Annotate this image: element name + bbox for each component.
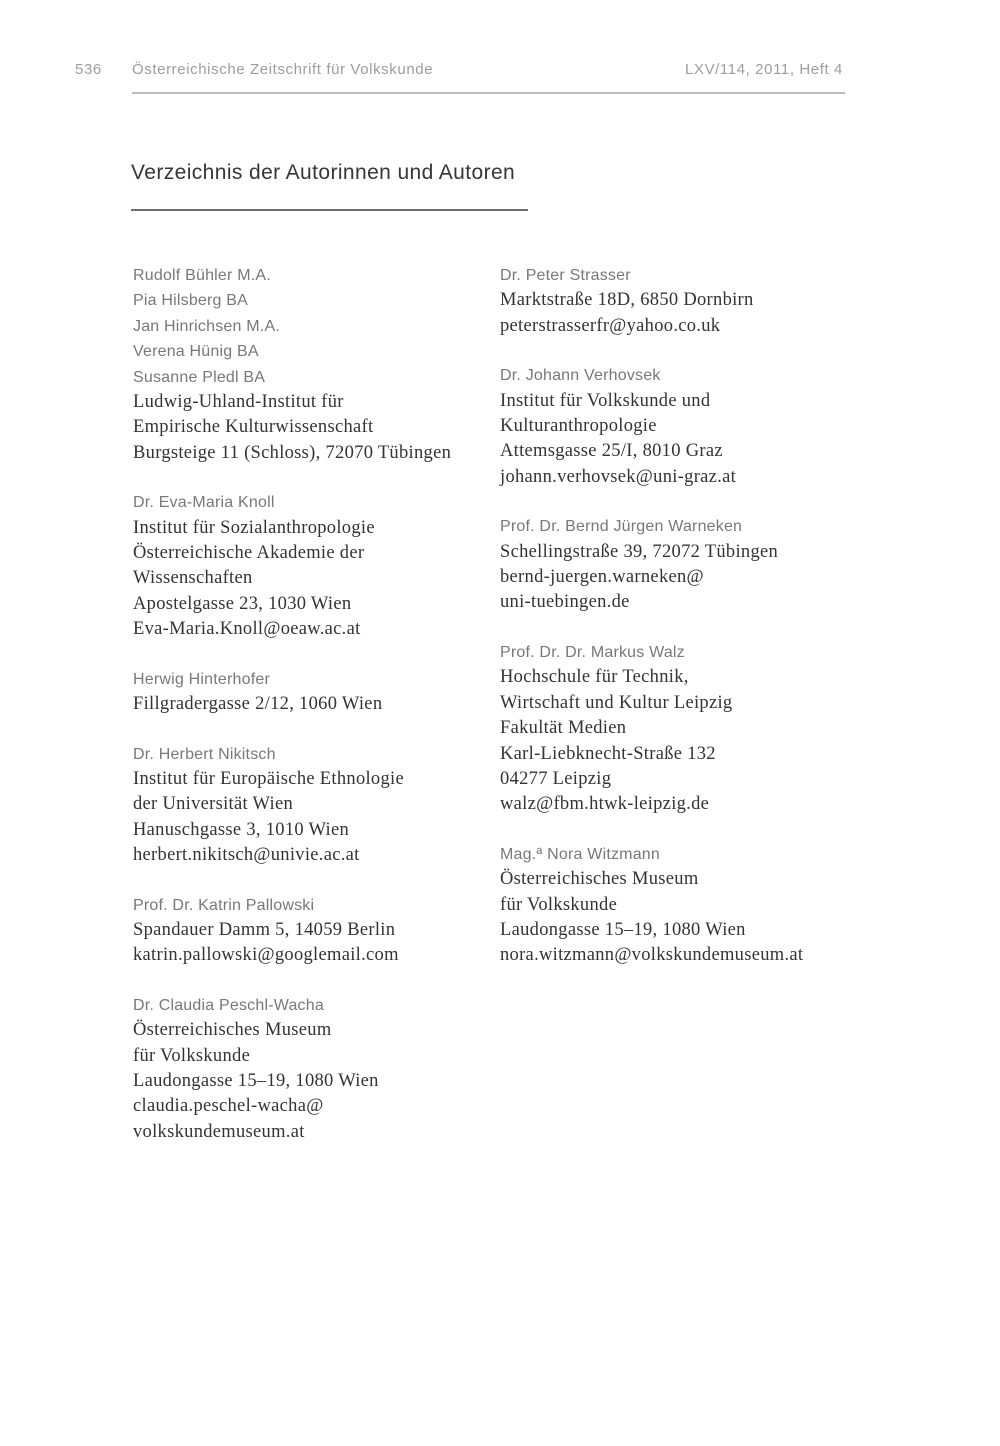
author-name-line: Pia Hilsberg BA: [133, 292, 249, 310]
header-rule: [132, 92, 845, 94]
authors-column-right: [500, 263, 890, 993]
author-entry: [500, 263, 890, 339]
author-name-line: Herwig Hinterhofer: [133, 670, 270, 688]
author-name-line: Jan Hinrichsen M.A.: [133, 317, 280, 335]
author-detail-line: Empirische Kulturwissenschaft: [133, 417, 374, 438]
author-detail-line: Hochschule für Technik,: [500, 667, 689, 688]
author-detail-line: nora.witzmann@volkskundemuseum.at: [500, 945, 804, 966]
author-detail-line: der Universität Wien: [133, 794, 294, 815]
author-name-line: Dr. Peter Strasser: [500, 267, 631, 284]
author-entry: [133, 993, 493, 1145]
author-detail-line: herbert.nikitsch@univie.ac.at: [133, 845, 360, 866]
page-number: 536: [75, 61, 102, 78]
author-detail-line: johann.verhovsek@uni-graz.at: [500, 466, 737, 487]
author-detail-line: volkskundemuseum.at: [133, 1121, 305, 1142]
author-entry: [500, 514, 890, 616]
author-detail-line: Marktstraße 18D, 6850 Dornbirn: [500, 290, 754, 311]
author-detail-line: Kulturanthropologie: [500, 416, 657, 437]
author-detail-line: Institut für Volkskunde und: [500, 390, 711, 411]
author-name-line: Dr. Eva-Maria Knoll: [133, 494, 275, 512]
author-detail-line: Institut für Sozialanthropologie: [133, 517, 375, 538]
author-detail-line: Attemsgasse 25/I, 8010 Graz: [500, 441, 723, 462]
author-detail-line: Fakultät Medien: [500, 718, 627, 739]
author-detail-line: walz@fbm.htwk-leipzig.de: [500, 794, 710, 815]
page-title: Verzeichnis der Autorinnen und Autoren: [131, 161, 516, 184]
author-detail-line: Institut für Europäische Ethnologie: [133, 768, 404, 789]
title-rule: [131, 209, 528, 211]
author-entry: [500, 363, 890, 490]
author-detail-line: bernd-juergen.warneken@: [500, 567, 704, 588]
author-detail-line: uni-tuebingen.de: [500, 592, 630, 613]
author-detail-line: Wissenschaften: [133, 568, 253, 589]
author-detail-line: Hanuschgasse 3, 1010 Wien: [133, 819, 350, 840]
author-entry: [133, 742, 493, 869]
journal-title: Österreichische Zeitschrift für Volkskunde: [132, 61, 434, 78]
author-detail-line: 04277 Leipzig: [500, 768, 612, 789]
author-detail-line: peterstrasserfr@yahoo.co.uk: [500, 315, 721, 336]
author-entry: [133, 263, 493, 466]
author-detail-line: Ludwig-Uhland-Institut für: [133, 392, 344, 413]
author-detail-line: Spandauer Damm 5, 14059 Berlin: [133, 919, 396, 940]
author-detail-line: Laudongasse 15–19, 1080 Wien: [500, 919, 746, 940]
author-name-line: Prof. Dr. Katrin Pallowski: [133, 896, 315, 914]
author-name-line: Dr. Johann Verhovsek: [500, 367, 661, 385]
author-name-line: Prof. Dr. Bernd Jürgen Warneken: [500, 518, 743, 536]
author-detail-line: Wirtschaft und Kultur Leipzig: [500, 692, 733, 713]
author-name-line: Dr. Herbert Nikitsch: [133, 745, 276, 763]
author-detail-line: Laudongasse 15–19, 1080 Wien: [133, 1070, 379, 1091]
author-detail-line: Schellingstraße 39, 72072 Tübingen: [500, 541, 779, 562]
author-entry: [133, 490, 493, 642]
author-detail-line: Eva-Maria.Knoll@oeaw.ac.at: [133, 619, 361, 640]
author-entry: [500, 842, 890, 969]
author-name-line: Prof. Dr. Dr. Markus Walz: [500, 643, 685, 661]
author-name-line: Mag.ª Nora Witzmann: [500, 845, 660, 863]
author-detail-line: für Volkskunde: [500, 894, 618, 915]
author-detail-line: Österreichische Akademie der: [133, 543, 365, 564]
author-name-line: Dr. Claudia Peschl-Wacha: [133, 996, 324, 1014]
author-name-line: Susanne Pledl BA: [133, 368, 266, 386]
author-entry: [133, 893, 493, 969]
issue-info: LXV/114, 2011, Heft 4: [685, 61, 843, 78]
author-name-line: Rudolf Bühler M.A.: [133, 267, 271, 284]
authors-column-left: [133, 263, 493, 1169]
author-detail-line: claudia.peschel-wacha@: [133, 1096, 324, 1117]
author-detail-line: Österreichisches Museum: [500, 869, 699, 890]
author-detail-line: Fillgradergasse 2/12, 1060 Wien: [133, 694, 383, 715]
author-detail-line: Karl-Liebknecht-Straße 132: [500, 743, 716, 764]
author-detail-line: Österreichisches Museum: [133, 1020, 332, 1041]
author-detail-line: Burgsteige 11 (Schloss), 72070 Tübingen: [133, 442, 452, 463]
author-entry: [500, 640, 890, 818]
author-entry: [133, 667, 493, 718]
author-detail-line: katrin.pallowski@googlemail.com: [133, 945, 399, 966]
author-detail-line: Apostelgasse 23, 1030 Wien: [133, 593, 352, 614]
author-detail-line: für Volkskunde: [133, 1045, 251, 1066]
author-name-line: Verena Hünig BA: [133, 343, 259, 361]
